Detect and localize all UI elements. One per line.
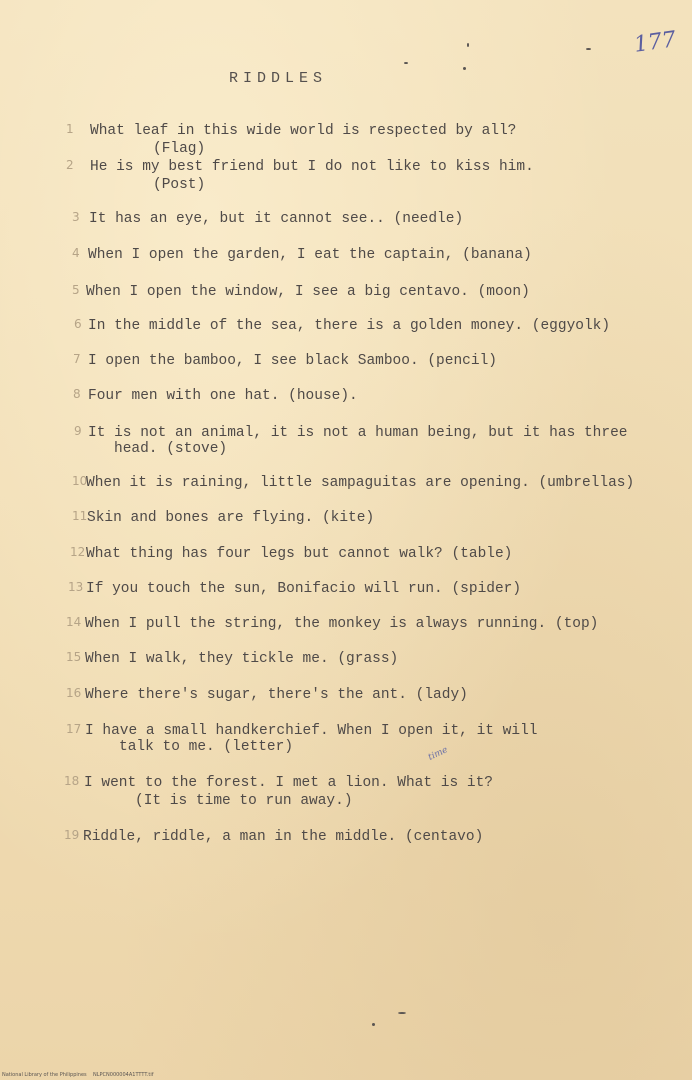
- riddle-marker: 3: [72, 210, 80, 224]
- riddle-marker: 19: [64, 828, 80, 842]
- riddle-text: Four men with one hat. (house).: [88, 388, 358, 404]
- riddle-text: In the middle of the sea, there is a golden money. (eggyolk): [88, 318, 611, 334]
- riddle-marker: 10: [72, 474, 88, 488]
- riddle-text: When I pull the string, the monkey is always running. (top): [85, 616, 599, 632]
- riddle-answer: (It is time to run away.): [135, 793, 353, 809]
- riddle-marker: 17: [66, 722, 82, 736]
- riddle-marker: 4: [72, 246, 80, 260]
- riddle-marker: 12: [70, 545, 86, 559]
- riddle-text: Riddle, riddle, a man in the middle. (centavo): [83, 829, 484, 845]
- riddle-marker: 8: [73, 387, 81, 401]
- riddle-answer: talk to me. (letter): [119, 739, 294, 755]
- riddle-text: What leaf in this wide world is respected by all?: [90, 123, 517, 139]
- riddle-marker: 1: [66, 122, 74, 136]
- paper-speck: [467, 43, 469, 47]
- riddle-text: When I open the window, I see a big centavo. (moon): [86, 284, 530, 300]
- riddle-marker: 11: [72, 509, 88, 523]
- riddle-text: I open the bamboo, I see black Samboo. (pencil): [88, 353, 497, 369]
- riddle-text: When it is raining, little sampaguitas are opening. (umbrellas): [86, 475, 635, 491]
- handwritten-insertion: time: [426, 745, 450, 763]
- riddle-answer: (Flag): [153, 141, 206, 157]
- riddle-text: I went to the forest. I met a lion. What is it?: [84, 775, 493, 791]
- paper-speck: [372, 1023, 375, 1026]
- riddle-text: When I open the garden, I eat the captain, (banana): [88, 247, 532, 263]
- paper-speck: [404, 62, 408, 64]
- riddle-answer: (Post): [153, 177, 206, 193]
- page-title: RIDDLES: [229, 70, 328, 87]
- riddle-text: What thing has four legs but cannot walk? (table): [86, 546, 513, 562]
- riddle-text: When I walk, they tickle me. (grass): [85, 651, 399, 667]
- paper-speck: [463, 67, 466, 70]
- riddle-answer: head. (stove): [114, 441, 228, 457]
- riddle-marker: 15: [66, 650, 82, 664]
- riddle-marker: 2: [66, 158, 74, 172]
- riddle-marker: 14: [66, 615, 82, 629]
- riddle-text: I have a small handkerchief. When I open it, it will: [85, 723, 538, 739]
- scan-footer: National Library of the Philippines NLPCN000004A1TTTT.tif: [2, 1072, 154, 1078]
- riddle-text: It has an eye, but it cannot see.. (needle): [89, 211, 464, 227]
- handwritten-page-number: 177: [632, 27, 678, 58]
- riddle-marker: 7: [73, 352, 81, 366]
- riddle-text: Where there's sugar, there's the ant. (lady): [85, 687, 468, 703]
- paper-speck: [586, 48, 591, 50]
- riddle-text: He is my best friend but I do not like to kiss him.: [90, 159, 534, 175]
- paper-speck: [398, 1012, 406, 1014]
- riddle-text: Skin and bones are flying. (kite): [87, 510, 375, 526]
- riddle-marker: 16: [66, 686, 82, 700]
- riddle-marker: 18: [64, 774, 80, 788]
- riddle-text: It is not an animal, it is not a human being, but it has three: [88, 425, 628, 441]
- riddle-marker: 6: [74, 317, 82, 331]
- riddle-marker: 9: [74, 424, 82, 438]
- riddle-marker: 5: [72, 283, 80, 297]
- riddle-text: If you touch the sun, Bonifacio will run. (spider): [86, 581, 522, 597]
- riddle-marker: 13: [68, 580, 84, 594]
